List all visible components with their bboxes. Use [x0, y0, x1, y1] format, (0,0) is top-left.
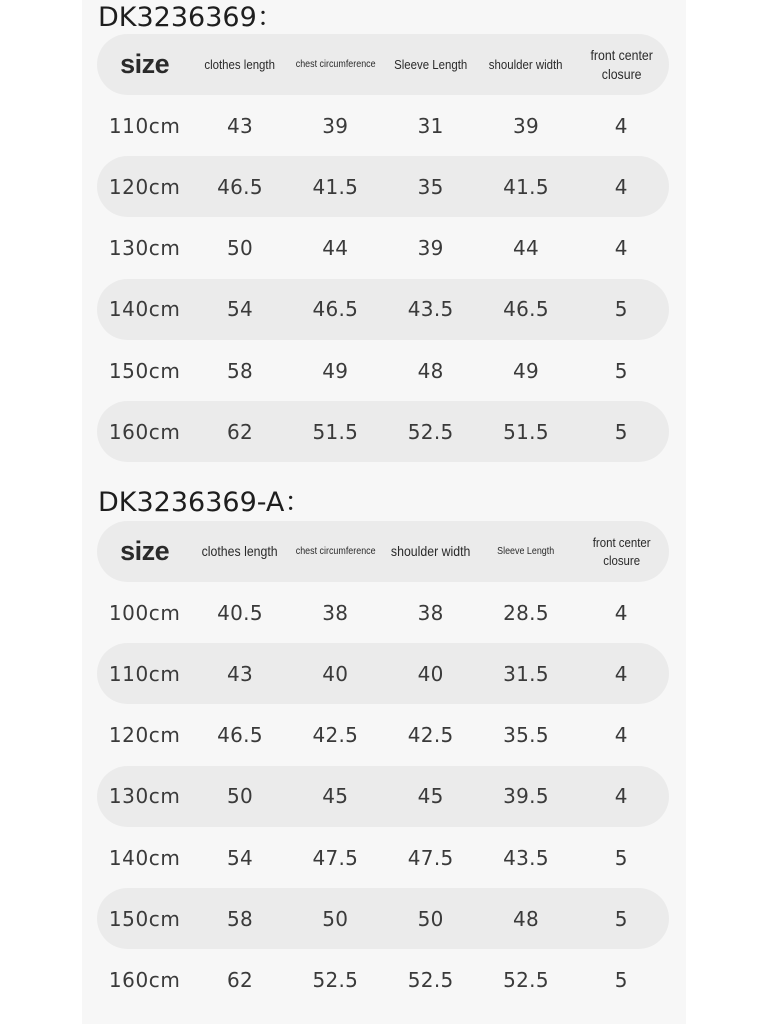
value-cell: 42.5: [407, 723, 454, 748]
size-cell: 120cm: [108, 723, 181, 748]
value-cell: 54: [226, 845, 254, 870]
value-cell: 52.5: [407, 419, 454, 444]
value-cell: 5: [614, 419, 628, 444]
value-cell: 40: [417, 661, 444, 686]
table-row: [97, 705, 669, 766]
value-cell: 58: [226, 906, 254, 931]
value-cell: 62: [226, 967, 254, 992]
value-cell: 50: [226, 236, 254, 261]
size-cell: 140cm: [108, 297, 181, 322]
table-row: [97, 401, 669, 462]
value-cell: 46.5: [312, 297, 359, 322]
value-cell: 4: [614, 236, 628, 261]
header-cell: front center closure: [590, 46, 653, 82]
value-cell: 40.5: [217, 600, 263, 625]
value-cell: 4: [614, 723, 628, 748]
table-1-title: DK3236369：: [98, 2, 284, 33]
value-cell: 48: [417, 358, 444, 383]
header-cell: front center closure: [592, 534, 651, 568]
table-row: [97, 643, 669, 704]
value-cell: 42.5: [312, 723, 359, 748]
value-cell: 5: [614, 967, 628, 992]
value-cell: 39: [322, 113, 349, 138]
table-1-header-row: [97, 34, 669, 95]
header-cell: size: [120, 49, 170, 80]
value-cell: 49: [512, 358, 539, 383]
value-cell: 43: [226, 113, 254, 138]
value-cell: 39.5: [503, 784, 549, 809]
header-cell: chest circumference: [295, 58, 376, 71]
size-cell: 150cm: [108, 358, 181, 383]
header-cell: Sleeve Length: [497, 545, 555, 558]
size-cell: 110cm: [108, 113, 181, 138]
size-cell: 150cm: [108, 906, 181, 931]
value-cell: 47.5: [407, 845, 454, 870]
table-row: [97, 766, 669, 827]
value-cell: 50: [226, 784, 254, 809]
value-cell: 45: [417, 784, 444, 809]
value-cell: 43.5: [503, 845, 549, 870]
table-row: [97, 582, 669, 643]
size-cell: 160cm: [108, 967, 181, 992]
value-cell: 40: [322, 661, 349, 686]
value-cell: 48: [512, 906, 539, 931]
value-cell: 4: [614, 600, 628, 625]
value-cell: 28.5: [503, 600, 549, 625]
table-row: [97, 95, 669, 156]
table-row: [97, 888, 669, 949]
value-cell: 47.5: [312, 845, 359, 870]
value-cell: 4: [614, 113, 628, 138]
table-row: [97, 279, 669, 340]
size-cell: 120cm: [108, 174, 181, 199]
value-cell: 54: [226, 297, 254, 322]
value-cell: 5: [614, 358, 628, 383]
header-cell: size: [120, 536, 170, 567]
table-2-header-row: [97, 521, 669, 582]
value-cell: 43.5: [407, 297, 454, 322]
value-cell: 5: [614, 906, 628, 931]
value-cell: 39: [417, 236, 444, 261]
value-cell: 45: [322, 784, 349, 809]
value-cell: 35: [417, 174, 444, 199]
value-cell: 5: [614, 297, 628, 322]
value-cell: 46.5: [217, 723, 263, 748]
header-cell: shoulder width: [390, 543, 471, 560]
table-row: [97, 218, 669, 279]
value-cell: 44: [512, 236, 539, 261]
value-cell: 4: [614, 784, 628, 809]
size-chart-page: [82, 0, 686, 1024]
value-cell: 46.5: [217, 174, 263, 199]
value-cell: 38: [417, 600, 444, 625]
value-cell: 50: [322, 906, 349, 931]
table-row: [97, 827, 669, 888]
value-cell: 51.5: [312, 419, 359, 444]
value-cell: 62: [226, 419, 254, 444]
size-cell: 130cm: [108, 784, 181, 809]
value-cell: 49: [322, 358, 349, 383]
size-cell: 160cm: [108, 419, 181, 444]
size-cell: 130cm: [108, 236, 181, 261]
value-cell: 52.5: [407, 967, 454, 992]
value-cell: 50: [417, 906, 444, 931]
header-cell: clothes length: [204, 56, 276, 72]
value-cell: 41.5: [503, 174, 549, 199]
value-cell: 31: [417, 113, 444, 138]
header-cell: Sleeve Length: [394, 56, 468, 72]
value-cell: 58: [226, 358, 254, 383]
size-cell: 140cm: [108, 845, 181, 870]
table-row: [97, 949, 669, 1010]
value-cell: 44: [322, 236, 349, 261]
value-cell: 38: [322, 600, 349, 625]
value-cell: 41.5: [312, 174, 359, 199]
value-cell: 5: [614, 845, 628, 870]
table-row: [97, 340, 669, 401]
value-cell: 4: [614, 661, 628, 686]
table-row: [97, 156, 669, 217]
size-cell: 100cm: [108, 600, 181, 625]
header-cell: clothes length: [201, 543, 279, 560]
header-cell: chest circumference: [295, 545, 376, 558]
value-cell: 52.5: [503, 967, 549, 992]
value-cell: 43: [226, 661, 254, 686]
value-cell: 35.5: [503, 723, 549, 748]
value-cell: 31.5: [503, 661, 549, 686]
size-cell: 110cm: [108, 661, 181, 686]
table-2-title: DK3236369-A：: [98, 487, 312, 518]
value-cell: 51.5: [503, 419, 549, 444]
value-cell: 4: [614, 174, 628, 199]
value-cell: 46.5: [503, 297, 549, 322]
header-cell: shoulder width: [489, 56, 563, 72]
value-cell: 39: [512, 113, 539, 138]
value-cell: 52.5: [312, 967, 359, 992]
